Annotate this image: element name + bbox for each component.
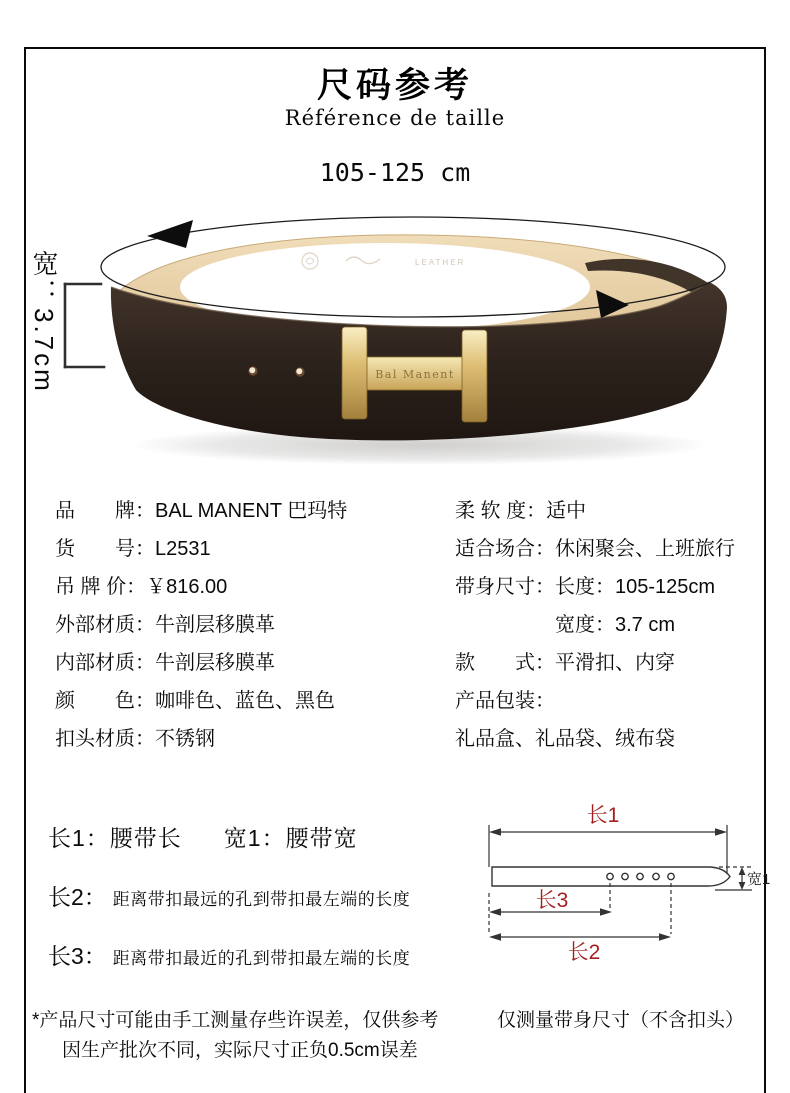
- spec-row: 宽度：3.7 cm: [455, 614, 676, 636]
- buckle-brand-text: Bal Manent: [375, 368, 455, 381]
- belt-eyelet: [248, 366, 257, 375]
- spec-row: 品 牌：BAL MANENT 巴玛特: [55, 500, 348, 522]
- measurement-diagram: [470, 795, 790, 970]
- spec-row: 产品包装：: [455, 690, 555, 712]
- belt-measure-diagram: [470, 795, 790, 970]
- size-range-text: 105-125 cm: [319, 158, 471, 187]
- legend-line-3: [48, 938, 468, 971]
- spec-row: 内部材质：牛剖层移膜革: [55, 652, 275, 674]
- legend-line-1: [48, 820, 468, 853]
- spec-row: 款 式：平滑扣、内穿: [455, 652, 675, 674]
- spec-row: 礼品盒、礼品袋、绒布袋: [455, 728, 675, 750]
- footnote-line-1: *产品尺寸可能由手工测量存些许误差，仅供参考: [32, 1010, 439, 1031]
- legend-w1-label: 宽1：腰带宽: [223, 825, 358, 851]
- diagram-label-l1: 长1: [586, 804, 620, 827]
- legend-line-2: [48, 879, 468, 912]
- page-title: 尺码参考: [316, 65, 473, 106]
- spec-row: 吊 牌 价：￥816.00: [55, 576, 228, 598]
- footnote-line-2: 因生产批次不同，实际尺寸正负0.5cm误差: [62, 1040, 418, 1061]
- spec-row: 带身尺寸：长度：105-125cm: [455, 576, 716, 598]
- spec-row: 外部材质：牛剖层移膜革: [55, 614, 275, 636]
- belt-width-vertical-label: 宽：3.7cm: [29, 250, 59, 394]
- legend-l3-prefix: 长3：: [48, 943, 107, 969]
- legend-l2-prefix: 长2：: [48, 884, 107, 910]
- belt-product-image: [0, 195, 790, 475]
- footnote-right: 仅测量带身尺寸（不含扣头）: [497, 1010, 745, 1031]
- diagram-label-l2: 长2: [567, 941, 601, 964]
- legend-l3-desc: 距离带扣最近的孔到带扣最左端的长度: [112, 949, 411, 968]
- diagram-label-l3: 长3: [535, 889, 569, 912]
- spec-row: 扣头材质：不锈钢: [55, 728, 215, 750]
- spec-row: 颜 色：咖啡色、蓝色、黑色: [55, 690, 335, 712]
- page-subtitle-french: Référence de taille: [284, 106, 506, 130]
- spec-row: 柔 软 度：适中: [455, 500, 587, 522]
- belt-eyelet: [295, 367, 304, 376]
- belt-illustration: [0, 195, 790, 475]
- rotation-arrow-left: [147, 220, 193, 248]
- lining-stamp-text: LEATHER: [415, 258, 466, 267]
- legend-l1-label: 长1：腰带长: [48, 825, 182, 851]
- diagram-label-w1: 宽1: [747, 871, 771, 888]
- spec-row: 适合场合：休闲聚会、上班旅行: [455, 538, 735, 560]
- spec-column-right: [455, 492, 775, 758]
- diagram-belt-outline: [492, 867, 730, 886]
- spec-column-left: [55, 492, 435, 758]
- measure-legend: [48, 820, 468, 971]
- legend-l2-desc: 距离带扣最远的孔到带扣最左端的长度: [112, 890, 411, 909]
- width-bracket: [65, 284, 104, 367]
- spec-row: 货 号：L2531: [55, 538, 211, 560]
